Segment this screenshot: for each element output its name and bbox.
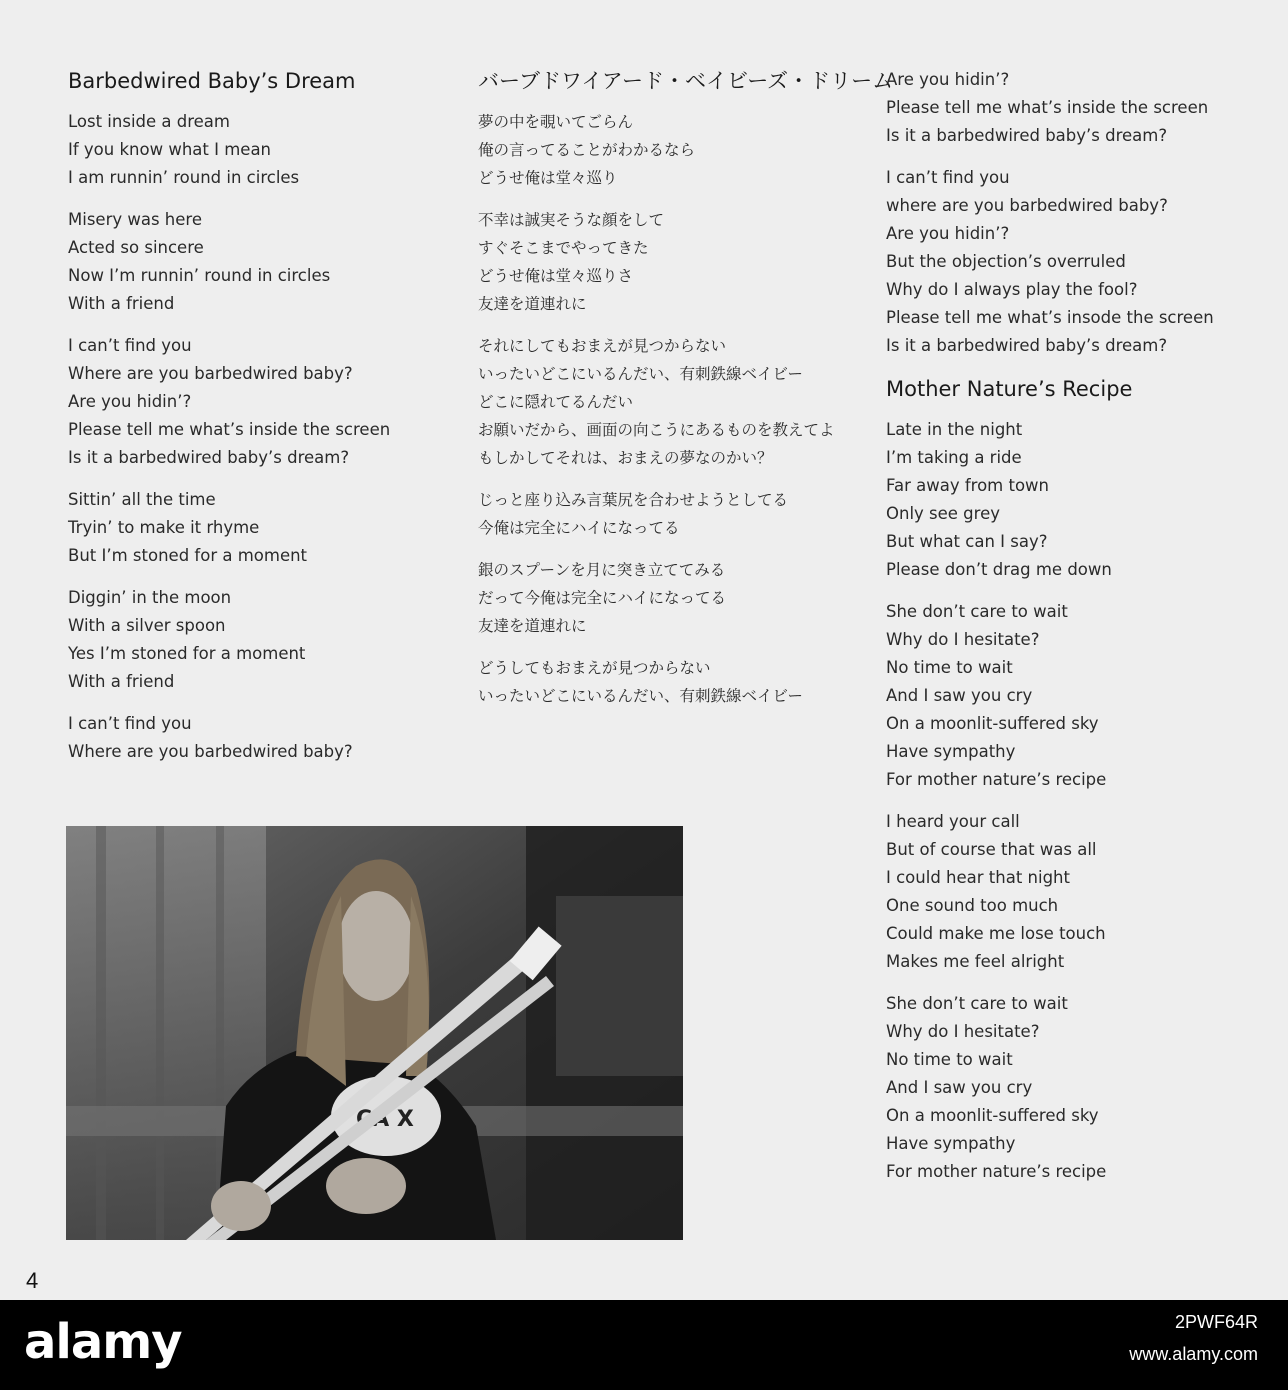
lyric-line: どうせ俺は堂々巡り <box>478 169 618 187</box>
lyric-line: Are you hidin’? <box>886 70 1010 89</box>
lyric-line: 俺の言ってることがわかるなら <box>478 141 696 159</box>
lyric-line: 友達を道連れに <box>478 295 587 313</box>
lyric-line: Sittin’ all the time <box>68 490 216 509</box>
lyric-line: Acted so sincere <box>68 238 204 257</box>
lyric-line: Where are you barbedwired baby? <box>68 364 353 383</box>
stanza <box>886 164 1276 360</box>
lyric-line: She don’t care to wait <box>886 602 1068 621</box>
lyric-line: With a friend <box>68 672 175 691</box>
second-song-stanzas <box>886 416 1276 1186</box>
lyric-line: But of course that was all <box>886 840 1097 859</box>
lyric-line: Diggin’ in the moon <box>68 588 232 607</box>
stanza <box>68 486 468 570</box>
lyric-line: Is it a barbedwired baby’s dream? <box>68 448 350 467</box>
lyric-line: Tryin’ to make it rhyme <box>68 518 260 537</box>
lyric-line: But what can I say? <box>886 532 1048 551</box>
lyric-line: Why do I always play the fool? <box>886 280 1138 299</box>
lyric-line: I can’t find you <box>68 336 192 355</box>
lyric-line: Please don’t drag me down <box>886 560 1112 579</box>
lyric-line: どこに隠れてるんだい <box>478 393 634 411</box>
watermark-footer <box>0 1300 1288 1390</box>
image-id: 2PWF64R <box>1174 1312 1258 1332</box>
lyric-line: 不幸は誠実そうな顔をして <box>478 211 665 229</box>
lyric-line: She don’t care to wait <box>886 994 1068 1013</box>
lyric-line: I heard your call <box>886 812 1020 831</box>
lyric-line: 友達を道連れに <box>478 617 587 635</box>
japanese-lyrics-column <box>478 66 894 724</box>
lyric-line: And I saw you cry <box>886 686 1033 705</box>
lyric-line: Now I’m runnin’ round in circles <box>68 266 331 285</box>
lyric-line: すぐそこまでやってきた <box>478 239 649 257</box>
english-lyrics-column <box>68 66 468 780</box>
lyric-line: Please tell me what’s inside the screen <box>886 98 1209 117</box>
lyric-line: Please tell me what’s insode the screen <box>886 308 1214 327</box>
page-number: 4 <box>26 1268 39 1293</box>
lyric-line: Are you hidin’? <box>886 224 1010 243</box>
continuation-stanzas <box>886 66 1276 360</box>
lyric-line: On a moonlit-suffered sky <box>886 714 1099 733</box>
stanza <box>478 206 878 318</box>
lyric-line: No time to wait <box>886 658 1013 677</box>
stanza <box>478 556 878 640</box>
stanza <box>68 710 468 766</box>
lyric-line: もしかしてそれは、おまえの夢なのかい？ <box>478 449 773 467</box>
guitarist-photo <box>66 826 683 1240</box>
lyric-line: I could hear that night <box>886 868 1070 887</box>
lyric-line: where are you barbedwired baby? <box>886 196 1168 215</box>
lyric-line: Yes I’m stoned for a moment <box>68 644 306 663</box>
lyric-line: For mother nature’s recipe <box>886 770 1107 789</box>
song-title-japanese: バーブドワイアード・ベイビーズ・ドリーム <box>478 69 894 93</box>
english-stanzas <box>68 108 468 766</box>
right-lyrics-column <box>886 66 1276 1200</box>
japanese-stanzas <box>478 108 878 710</box>
stanza <box>478 486 878 542</box>
stanza <box>886 598 1276 794</box>
lyric-line: Far away from town <box>886 476 1050 495</box>
lyric-line: For mother nature’s recipe <box>886 1162 1107 1181</box>
lyric-line: And I saw you cry <box>886 1078 1033 1097</box>
lyric-line: I am runnin’ round in circles <box>68 168 300 187</box>
lyric-line: No time to wait <box>886 1050 1013 1069</box>
lyric-line: I can’t find you <box>886 168 1010 187</box>
lyric-line: Is it a barbedwired baby’s dream? <box>886 336 1168 355</box>
lyric-line: Please tell me what’s inside the screen <box>68 420 391 439</box>
stanza <box>478 332 878 472</box>
alamy-logo: alamy <box>24 1314 182 1370</box>
lyric-line: じっと座り込み言葉尻を合わせようとしてる <box>478 491 789 509</box>
lyric-line: Why do I hesitate? <box>886 1022 1040 1041</box>
lyric-line: But I’m stoned for a moment <box>68 546 308 565</box>
source-url: www.alamy.com <box>1129 1344 1258 1364</box>
lyric-line: お願いだから、画面の向こうにあるものを教えてよ <box>478 421 835 439</box>
stanza <box>886 416 1276 584</box>
guitarist-photo-art <box>66 826 683 1240</box>
lyric-line: But the objection’s overruled <box>886 252 1126 271</box>
stanza <box>68 332 468 472</box>
stanza <box>68 108 468 192</box>
lyric-line: 銀のスプーンを月に突き立ててみる <box>478 561 726 579</box>
lyric-line: だって今俺は完全にハイになってる <box>478 589 727 607</box>
song-title-second: Mother Nature’s Recipe <box>886 377 1133 401</box>
lyric-line: Why do I hesitate? <box>886 630 1040 649</box>
lyric-line: Makes me feel alright <box>886 952 1065 971</box>
stanza <box>886 66 1276 150</box>
lyric-line: それにしてもおまえが見つからない <box>478 337 727 355</box>
lyric-line: 夢の中を覗いてごらん <box>478 113 634 131</box>
stanza <box>68 584 468 696</box>
shirt-text: CA X <box>356 1107 414 1132</box>
stanza <box>886 808 1276 976</box>
lyric-line: With a friend <box>68 294 175 313</box>
lyric-line: Have sympathy <box>886 742 1016 761</box>
stanza <box>68 206 468 318</box>
lyric-line: One sound too much <box>886 896 1059 915</box>
stanza <box>478 654 878 710</box>
lyric-line: With a silver spoon <box>68 616 226 635</box>
stanza <box>478 108 878 192</box>
lyric-line: Could make me lose touch <box>886 924 1106 943</box>
lyric-line: If you know what I mean <box>68 140 272 159</box>
lyric-line: どうせ俺は堂々巡りさ <box>478 267 634 285</box>
lyric-line: いったいどこにいるんだい、有刺鉄線ベイビー <box>478 687 803 705</box>
lyric-line: Late in the night <box>886 420 1023 439</box>
lyric-line: Where are you barbedwired baby? <box>68 742 353 761</box>
lyric-line: Have sympathy <box>886 1134 1016 1153</box>
lyric-line: Are you hidin’? <box>68 392 192 411</box>
lyric-line: いったいどこにいるんだい、有刺鉄線ベイビー <box>478 365 803 383</box>
lyric-line: Lost inside a dream <box>68 112 230 131</box>
lyric-line: 今俺は完全にハイになってる <box>478 519 680 537</box>
lyric-line: I’m taking a ride <box>886 448 1022 467</box>
stanza <box>886 990 1276 1186</box>
song-title-english: Barbedwired Baby’s Dream <box>68 69 356 93</box>
lyric-line: On a moonlit-suffered sky <box>886 1106 1099 1125</box>
lyric-line: Only see grey <box>886 504 1000 523</box>
lyric-line: Is it a barbedwired baby’s dream? <box>886 126 1168 145</box>
lyric-line: I can’t find you <box>68 714 192 733</box>
lyric-line: どうしてもおまえが見つからない <box>478 659 711 677</box>
lyric-line: Misery was here <box>68 210 202 229</box>
